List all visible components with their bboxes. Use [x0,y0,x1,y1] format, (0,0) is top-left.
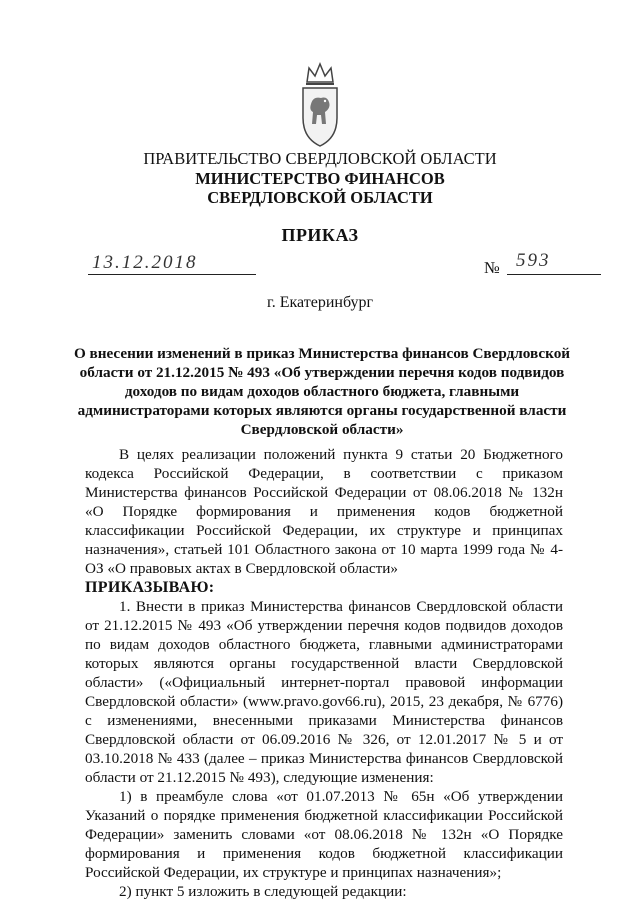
order-body [85,445,563,901]
document-type: ПРИКАЗ [281,225,359,245]
date-underline [88,274,256,275]
government-title: ПРАВИТЕЛЬСТВО СВЕРДЛОВСКОЙ ОБЛАСТИ [143,149,497,168]
order-word: ПРИКАЗЫВАЮ: [85,579,215,596]
subitem-2-paragraph: 2) пункт 5 изложить в следующей редакции: [119,883,407,900]
order-number: 593 [516,250,551,271]
city: г. Екатеринбург [266,294,374,311]
item-1-paragraph: 1. Внести в приказ Министерства финансов Свердловской области от 21.12.2015 № 493 «Об утверждении перечня кодов подвидов доходов по видам доходов областного бюджета, главными администраторами которых являются органы государственной власти Свердловской области» («Официальный интернет-портал правовой информации Свердловской области» (www.pravo.gov66.ru), 2015, 23 декабря, № 6776) с изменениями, внесенными приказами Министерства финансов Свердловской области от 06.09.2016 № 326, от 12.01.2017 № 5 и от 03.10.2018 № 433 (далее – приказ Министерства финансов Свердловской области от 21.12.2015 № 493), следующие изменения: [85,598,563,786]
coat-of-arms-icon [295,60,345,150]
number-underline [507,274,601,275]
ministry-region: СВЕРДЛОВСКОЙ ОБЛАСТИ [207,188,433,207]
subitem-1-paragraph: 1) в преамбуле слова «от 01.07.2013 № 65н «Об утверждении Указаний о порядке применения бюджетной классификации Российской Федерации» заменить словами «от 08.06.2018 № 132н «О Порядке формирования и применения кодов бюджетной классификации Российской Федерации, их структуре и принципах назначения»; [85,788,563,881]
order-subject: О внесении изменений в приказ Министерства финансов Свердловской области от 21.12.2015 № 493 «Об утверждении перечня кодов подвидов доходов по видам доходов областного бюджета, главными администраторами которых являются органы государственной власти Свердловской области» [73,345,571,438]
preamble-paragraph: В целях реализации положений пункта 9 статьи 20 Бюджетного кодекса Российской Федерации, в соответствии с приказом Министерства финансов Российской Федерации от 08.06.2018 № 132н «О Порядке формирования и применения кодов бюджетной классификации Российской Федерации, их структуре и принципах назначения», статьей 101 Областного закона от 10 марта 1999 года № 4-ОЗ «О правовых актах в Свердловской области» [85,446,563,577]
ministry-title: МИНИСТЕРСТВО ФИНАНСОВ [195,169,445,188]
order-date: 13.12.2018 [92,252,198,273]
number-label: № [484,258,500,277]
